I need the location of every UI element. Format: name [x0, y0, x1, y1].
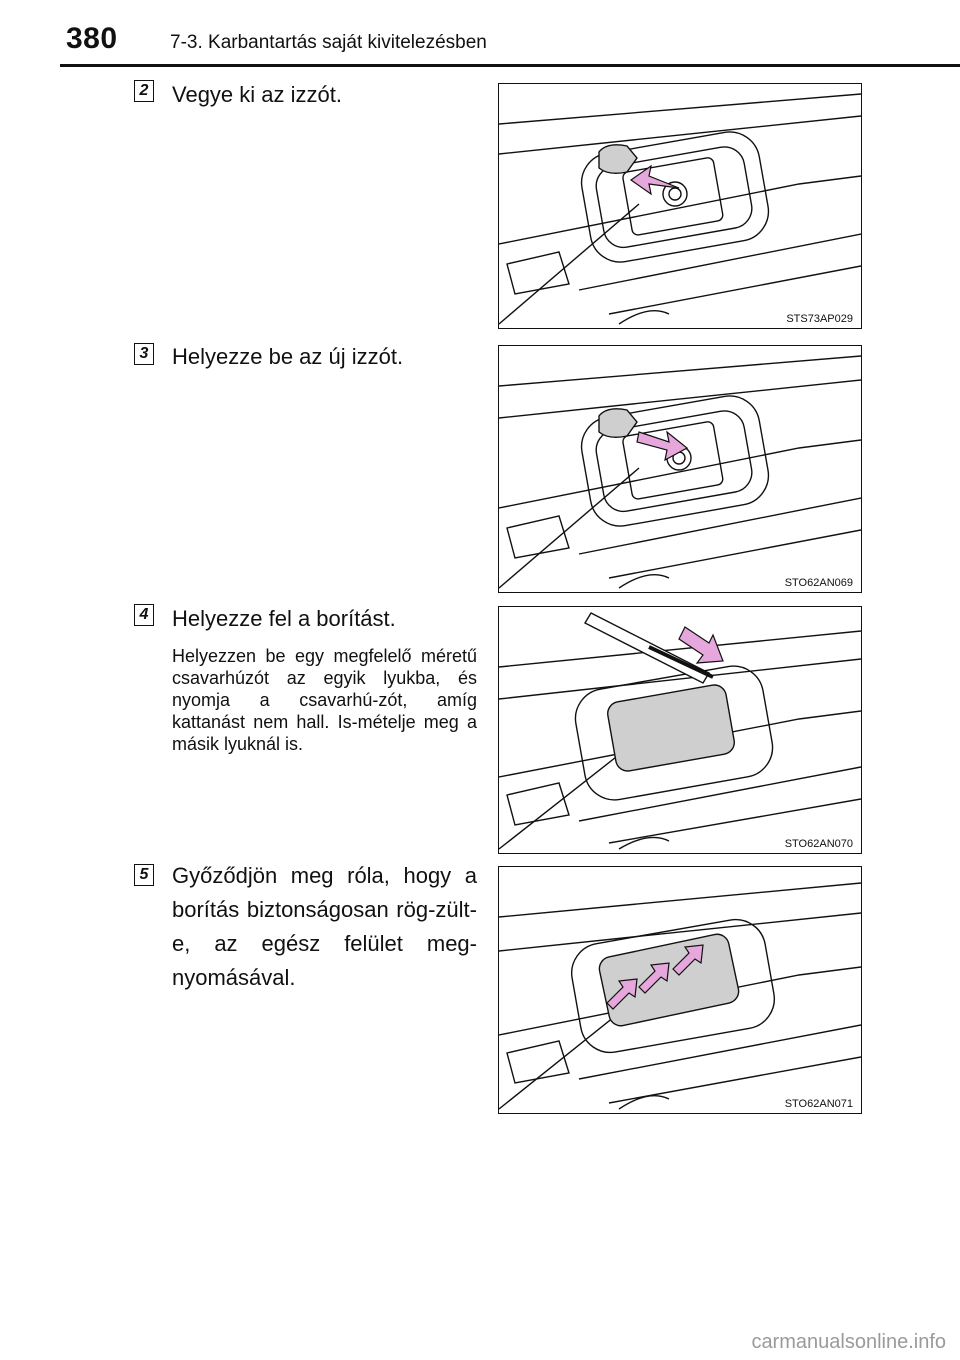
page-number: 380 — [66, 22, 118, 55]
figure-check-cover — [498, 866, 862, 1114]
arrow-pink — [637, 432, 687, 460]
figure-remove-bulb — [498, 83, 862, 329]
figure-code: STO62AN071 — [784, 1098, 853, 1110]
arrow-pink — [679, 627, 723, 663]
step-note-4: Helyezzen be egy megfelelő méretű csavarhúzót az egyik lyukba, és nyomja a csavarhú-zót, amíg kattanást nem hall. Is-mételje meg a másik lyuknál is. — [172, 646, 477, 754]
step-text-4: Helyezze fel a borítást. — [172, 606, 396, 631]
step-text-2: Vegye ki az izzót. — [172, 82, 342, 107]
step-number-2: 2 — [134, 80, 154, 102]
section-title: 7-3. Karbantartás saját kivitelezésben — [170, 32, 487, 53]
figure-insert-bulb — [498, 345, 862, 593]
lens-cover — [597, 932, 741, 1028]
step-number-3: 3 — [134, 343, 154, 365]
step-text-3: Helyezze be az új izzót. — [172, 344, 404, 369]
figure-code: STO62AN069 — [784, 577, 853, 589]
header-rule — [60, 64, 960, 67]
figure-code: STO62AN070 — [784, 838, 853, 850]
figure-install-cover — [498, 606, 862, 854]
step-number-4: 4 — [134, 604, 154, 626]
figure-code: STS73AP029 — [786, 313, 853, 325]
step-text-5: Győződjön meg róla, hogy a borítás biztonságosan rög-zült-e, az egész felület meg-nyomásával. — [172, 863, 477, 990]
lens-cover — [606, 683, 736, 773]
step-number-5: 5 — [134, 864, 154, 886]
watermark: carmanualsonline.info — [751, 1331, 946, 1353]
